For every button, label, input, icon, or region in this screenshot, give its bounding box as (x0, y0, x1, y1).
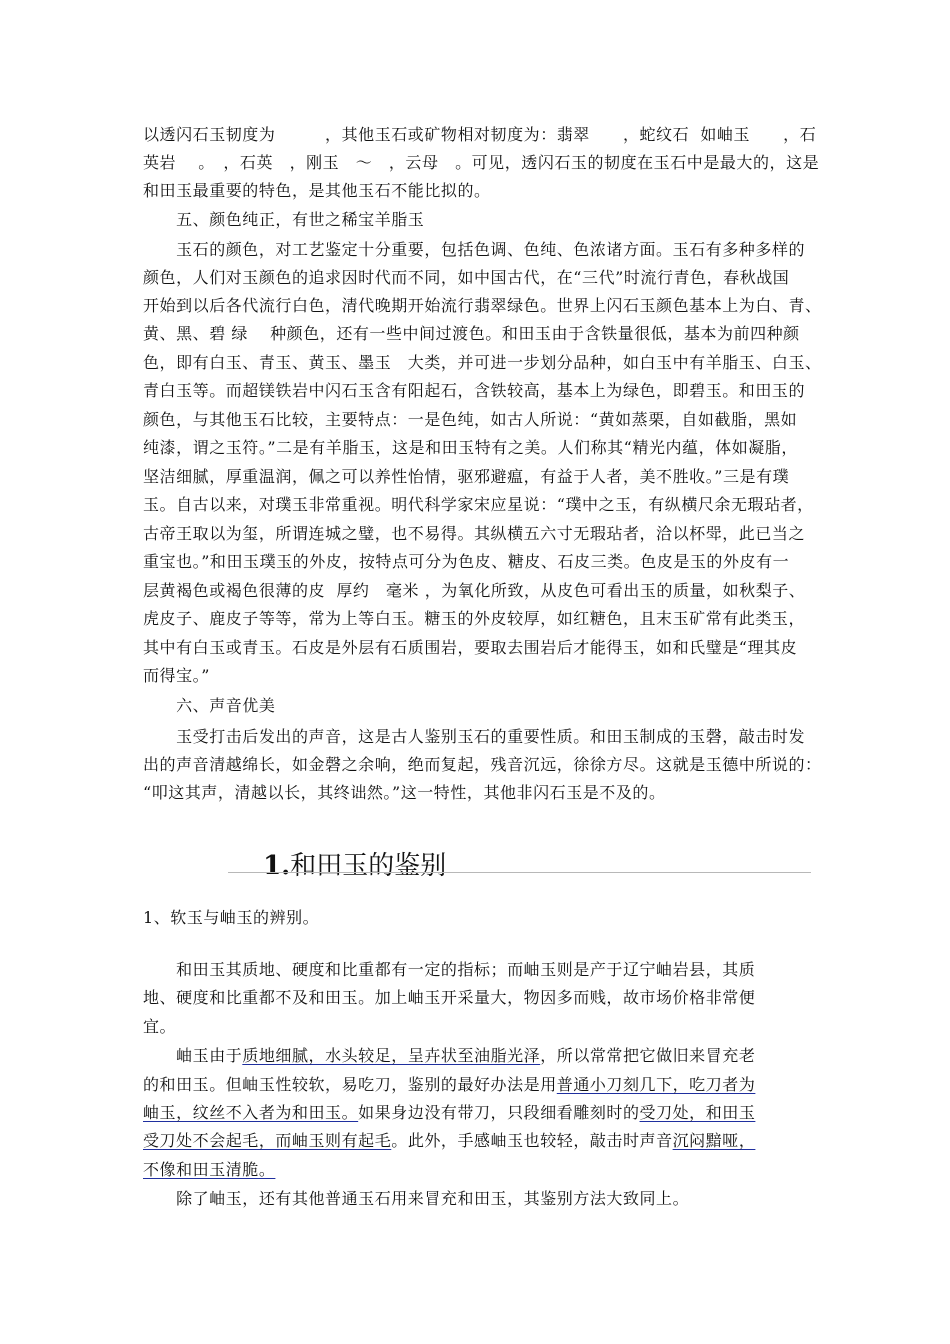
text-line: 重宝也。”和田玉璞玉的外皮，按特点可分为色皮、糖皮、石皮三类。色皮是玉的外皮有一 (143, 552, 790, 571)
text-run: 。此外，手感岫玉也较轻，敲击时声音 (391, 1131, 673, 1150)
text-line: 和田玉其质地、硬度和比重都有一定的指标；而岫玉则是产于辽宁岫岩县，其质 (143, 960, 756, 979)
text-line: 色，即有白玉、青玉、黄玉、墨玉 大类，并可进一步划分品种，如白玉中有羊脂玉、白玉、 (143, 353, 822, 372)
text-line: 而得宝。” (143, 666, 210, 685)
text-line: 地、硬度和比重都不及和田玉。加上岫玉开采量大，物因多而贱，故市场价格非常便 (143, 988, 756, 1007)
text-line: 和田玉最重要的特色，是其他玉石不能比拟的。 (143, 181, 491, 200)
text-line: 玉受打击后发出的声音，这是古人鉴别玉石的重要性质。和田玉制成的玉磬，敲击时发 (143, 727, 806, 746)
text-line: 青白玉等。而超镁铁岩中闪石玉含有阳起石，含铁较高，基本上为绿色，即碧玉。和田玉的 (143, 381, 806, 400)
text-run: ，所以常常把它做旧来冒充老 (540, 1046, 756, 1065)
text-line: “叩这其声，清越以长，其终诎然。”这一特性，其他非闪石玉是不及的。 (143, 783, 666, 802)
text-line: 除了岫玉，还有其他普通玉石用来冒充和田玉，其鉴别方法大致同上。 (143, 1189, 690, 1208)
text-line: 颜色，人们对玉颜色的追求因时代而不同，如中国古代，在“三代”时流行青色，春秋战国 (143, 268, 790, 287)
section-subheading: 六、声音优美 (143, 696, 276, 715)
text-line: 虎皮子、鹿皮子等等，常为上等白玉。糖玉的外皮较厚，如红糖色，且末玉矿常有此类玉， (143, 609, 806, 628)
text-line: 开始到以后各代流行白色，清代晚期开始流行翡翠绿色。世界上闪石玉颜色基本上为白、青、 (143, 296, 822, 315)
text-line (143, 1131, 755, 1151)
text-line: 坚洁细腻，厚重温润，佩之可以养性怡情，驱邪避瘟，有益于人者，美不胜收。”三是有璞 (143, 467, 790, 486)
text-line: 纯漆，谓之玉符。”二是有羊脂玉，这是和田玉特有之美。人们称其“精光内蕴，体如凝脂， (143, 438, 798, 457)
heading-divider (228, 872, 811, 873)
text-run: 的和田玉。但岫玉性较软，易吃刀，鉴别的最好办法是用 (143, 1075, 557, 1094)
underlined-text: 普通小刀刻几下，吃刀者为 (556, 1075, 756, 1094)
subheading: 1、软玉与岫玉的辨别。 (143, 908, 320, 927)
text-line: 玉。自古以来，对璞玉非常重视。明代科学家宋应星说：“璞中之玉，有纵横尺余无瑕玷者， (143, 495, 814, 514)
text-line: 黄、黑、碧 绿 种颜色，还有一些中间过渡色。和田玉由于含铁量很低，基本为前四种颜 (143, 324, 800, 343)
text-line: 其中有白玉或青玉。石皮是外层有石质围岩，要取去围岩后才能得玉，如和氏璧是“理其皮 (143, 638, 798, 657)
text-line: 颜色，与其他玉石比较，主要特点：一是色纯，如古人所说：“黄如蒸栗，自如截脂，黑如 (143, 410, 798, 429)
text-line (143, 1075, 755, 1095)
text-line (143, 1160, 275, 1180)
text-line (143, 1046, 755, 1066)
text-line: 层黄褐色或褐色很薄的皮 厚约 毫米 ，为氧化所致，从皮色可看出玉的质量，如秋梨子、 (143, 581, 806, 600)
text-line: 英岩 。 ，石英 ，刚玉 ～ ，云母 。可见，透闪石玉的韧度在玉石中是最大的，这是 (143, 153, 820, 172)
text-run: 如果身边没有带刀，只段细看雕刻时的 (358, 1103, 640, 1122)
underlined-text: 质地细腻，水头较足，呈卉状至油脂光泽 (242, 1046, 541, 1065)
text-line: 以透闪石玉韧度为 ，其他玉石或矿物相对韧度为：翡翠 ，蛇纹石 如岫玉 ，石 (143, 125, 817, 144)
text-run: 岫玉由于 (143, 1046, 243, 1065)
underlined-text: 受刀处不会起毛，而岫玉则有起毛 (143, 1131, 392, 1150)
text-line: 宜。 (143, 1017, 177, 1036)
underlined-text: 不像和田玉清脆。 (143, 1160, 276, 1179)
text-line (143, 1103, 755, 1123)
heading-title: 和田玉的鉴别 (290, 851, 447, 881)
section-subheading: 五、颜色纯正，有世之稀宝羊脂玉 (143, 210, 425, 229)
text-line: 玉石的颜色，对工艺鉴定十分重要，包括色调、色纯、色浓诸方面。玉石有多种多样的 (143, 240, 806, 259)
heading-number: 1. (263, 851, 291, 881)
underlined-text: 岫玉，纹丝不入者为和田玉。 (143, 1103, 359, 1122)
underlined-text: 受刀处，和田玉 (639, 1103, 756, 1122)
underlined-text: 沉闷黯哑， (672, 1131, 756, 1150)
text-line: 出的声音清越绵长，如金磬之余响，绝而复起，残音沉远，徐徐方尽。这就是玉德中所说的： (143, 755, 822, 774)
text-line: 古帝王取以为玺，所谓连城之璧，也不易得。其纵横五六寸无瑕玷者，洽以杯斝，此已当之 (143, 524, 806, 543)
section-heading (230, 815, 446, 917)
